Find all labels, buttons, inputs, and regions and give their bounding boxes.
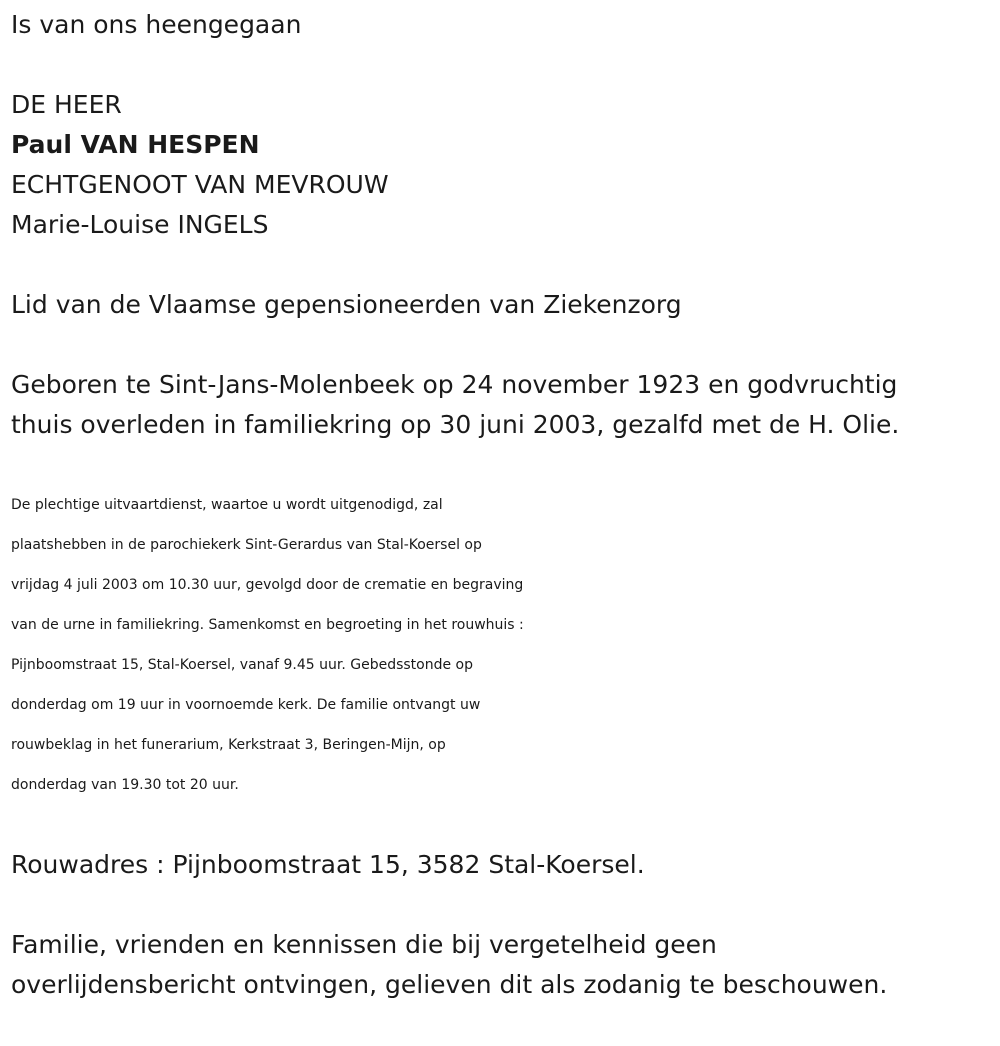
deceased-block [11, 85, 990, 245]
deceased-name: Paul VAN HESPEN [11, 130, 260, 159]
service-line: plaatshebben in de parochiekerk Sint-Gerardus van Stal-Koersel op [11, 537, 482, 553]
service-line: De plechtige uitvaartdienst, waartoe u wordt uitgenodigd, zal [11, 497, 443, 513]
title-prefix: DE HEER [11, 90, 122, 119]
spouse-prefix: ECHTGENOOT VAN MEVROUW [11, 170, 389, 199]
membership-text: Lid van de Vlaamse gepensioneerden van Ziekenzorg [11, 290, 682, 319]
service-line: donderdag van 19.30 tot 20 uur. [11, 777, 239, 793]
intro-text: Is van ons heengegaan [11, 10, 302, 39]
service-line: rouwbeklag in het funerarium, Kerkstraat 3, Beringen-Mijn, op [11, 737, 446, 753]
notice-paragraph [11, 925, 986, 1005]
notice-line: Familie, vrienden en kennissen die bij vergetelheid geen [11, 930, 717, 959]
birth-death-paragraph [11, 365, 986, 445]
spouse-name: Marie-Louise INGELS [11, 210, 269, 239]
service-line: vrijdag 4 juli 2003 om 10.30 uur, gevolgd door de crematie en begraving [11, 577, 524, 593]
service-line: Pijnboomstraat 15, Stal-Koersel, vanaf 9.45 uur. Gebedsstonde op [11, 657, 474, 673]
birth-death-line: Geboren te Sint-Jans-Molenbeek op 24 november 1923 en godvruchtig [11, 370, 898, 399]
service-line: van de urne in familiekring. Samenkomst en begroeting in het rouwhuis : [11, 617, 524, 633]
mourning-address: Rouwadres : Pijnboomstraat 15, 3582 Stal-Koersel. [11, 850, 645, 879]
birth-death-line: thuis overleden in familiekring op 30 juni 2003, gezalfd met de H. Olie. [11, 410, 900, 439]
service-line: donderdag om 19 uur in voornoemde kerk. De familie ontvangt uw [11, 697, 481, 713]
funeral-service-paragraph [11, 485, 996, 805]
notice-line: overlijdensbericht ontvingen, gelieven dit als zodanig te beschouwen. [11, 970, 888, 999]
